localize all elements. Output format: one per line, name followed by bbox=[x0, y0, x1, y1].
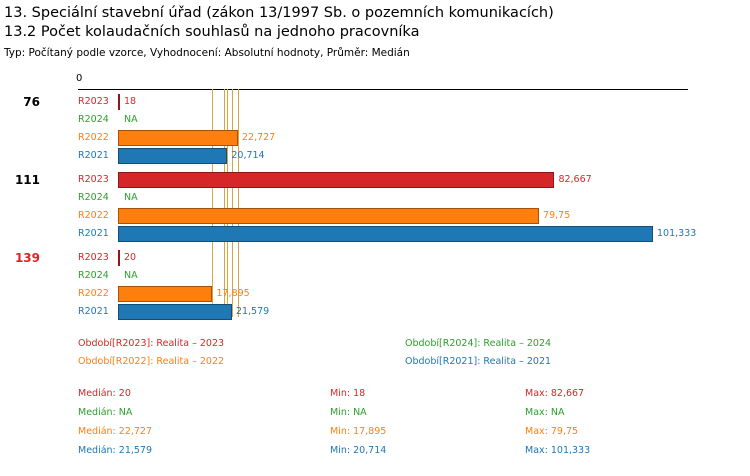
bar-value-label: NA bbox=[124, 114, 138, 125]
stat-max: Max: 79,75 bbox=[525, 426, 579, 437]
series-label: R2022 bbox=[78, 288, 109, 299]
bar-value-label: 21,579 bbox=[235, 306, 270, 317]
legend-item: Období[R2023]: Realita – 2023 bbox=[78, 338, 225, 349]
bar-value-label: 20 bbox=[124, 252, 137, 263]
chart-bar-row bbox=[78, 267, 688, 285]
chart-title-line-1: 13. Speciální stavební úřad (zákon 13/1997 Sb. o pozemních komunikacích) bbox=[4, 5, 554, 21]
chart-bar bbox=[118, 304, 232, 320]
chart-bar-row bbox=[78, 303, 688, 321]
bar-value-label: 18 bbox=[124, 96, 137, 107]
chart-header bbox=[0, 0, 750, 61]
series-label: R2021 bbox=[78, 150, 109, 161]
chart-bar-row bbox=[78, 207, 688, 225]
series-label: R2024 bbox=[78, 114, 109, 125]
stat-min: Min: 18 bbox=[330, 388, 366, 399]
stat-median: Medián: 22,727 bbox=[78, 426, 153, 437]
chart-bar bbox=[118, 208, 539, 224]
bar-value-label: NA bbox=[124, 270, 138, 281]
bar-value-label: 101,333 bbox=[657, 228, 697, 239]
series-label: R2021 bbox=[78, 228, 109, 239]
chart-bar bbox=[118, 94, 120, 110]
chart-bar-row bbox=[78, 249, 688, 267]
group-label: 76 bbox=[23, 95, 40, 109]
bar-value-label: 79,75 bbox=[543, 210, 571, 221]
stat-max: Max: NA bbox=[525, 407, 565, 418]
chart-bar bbox=[118, 226, 653, 242]
chart-top-axis bbox=[78, 89, 688, 90]
bar-value-label: 17,895 bbox=[216, 288, 250, 299]
series-label: R2023 bbox=[78, 96, 109, 107]
series-label: R2024 bbox=[78, 270, 109, 281]
stat-median: Medián: 20 bbox=[78, 388, 131, 399]
stat-max: Max: 82,667 bbox=[525, 388, 585, 399]
chart-plot-area bbox=[0, 67, 750, 317]
chart-bar bbox=[118, 172, 554, 188]
chart-subtitle: Typ: Počítaný podle vzorce, Vyhodnocení: Absolutní hodnoty, Průměr: Medián bbox=[4, 47, 410, 59]
chart-bar-row bbox=[78, 189, 688, 207]
chart-bar-row bbox=[78, 93, 688, 111]
stat-min: Min: 17,895 bbox=[330, 426, 387, 437]
bar-value-label: 20,714 bbox=[231, 150, 265, 161]
stat-median: Medián: 21,579 bbox=[78, 445, 153, 456]
chart-bar bbox=[118, 250, 120, 266]
bar-value-label: 82,667 bbox=[558, 174, 592, 185]
chart-bar-row bbox=[78, 129, 688, 147]
chart-legend bbox=[0, 338, 750, 378]
chart-bar bbox=[118, 130, 238, 146]
axis-origin-label: 0 bbox=[76, 73, 83, 84]
chart-bar-row bbox=[78, 225, 697, 243]
stat-min: Min: 20,714 bbox=[330, 445, 387, 456]
bar-value-label: 22,727 bbox=[241, 132, 276, 143]
legend-item: Období[R2021]: Realita – 2021 bbox=[405, 356, 552, 367]
group-label: 111 bbox=[14, 173, 40, 187]
chart-bar bbox=[118, 148, 227, 164]
bar-value-label: NA bbox=[124, 192, 138, 203]
chart-bar-row bbox=[78, 171, 688, 189]
series-label: R2023 bbox=[78, 252, 109, 263]
stat-median: Medián: NA bbox=[78, 407, 133, 418]
series-label: R2021 bbox=[78, 306, 109, 317]
legend-item: Období[R2024]: Realita – 2024 bbox=[405, 338, 552, 349]
series-label: R2023 bbox=[78, 174, 109, 185]
legend-item: Období[R2022]: Realita – 2022 bbox=[78, 356, 225, 367]
series-label: R2022 bbox=[78, 132, 109, 143]
chart-bar-row bbox=[78, 147, 688, 165]
stat-min: Min: NA bbox=[330, 407, 367, 418]
chart-bar bbox=[118, 286, 212, 302]
chart-bar-row bbox=[78, 111, 688, 129]
chart-title-line-2: 13.2 Počet kolaudačních souhlasů na jednoho pracovníka bbox=[4, 24, 420, 40]
stat-max: Max: 101,333 bbox=[525, 445, 591, 456]
series-label: R2022 bbox=[78, 210, 109, 221]
chart-bar-row bbox=[78, 285, 688, 303]
series-label: R2024 bbox=[78, 192, 109, 203]
group-label: 139 bbox=[14, 251, 40, 265]
